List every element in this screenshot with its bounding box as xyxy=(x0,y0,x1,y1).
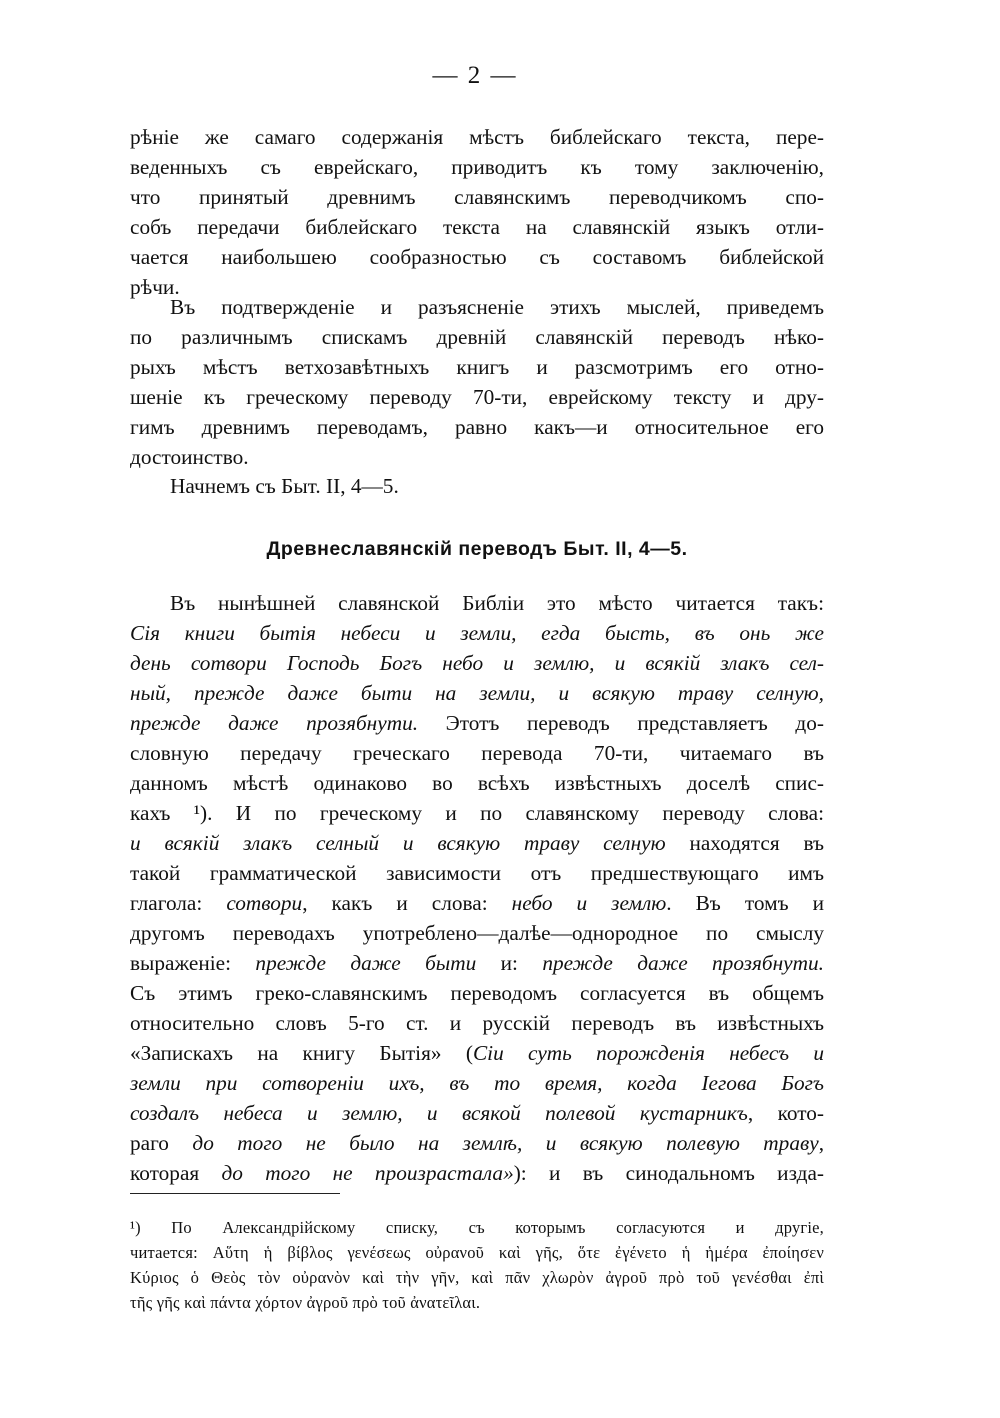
text-line: шеніе къ греческому переводу 70-ти, еврейскому тексту и дру- xyxy=(130,385,824,409)
text-span: «Запискахъ на книгу Бытія» ( xyxy=(130,1041,473,1065)
text-line: Съ этимъ греко-славянскимъ переводомъ согласуется въ общемъ xyxy=(130,981,824,1005)
italic-span: и всякій злакъ селный и всякую траву селную xyxy=(130,831,666,855)
text-span: . Въ томъ и xyxy=(666,891,824,915)
text-line: данномъ мѣстѣ одинаково во всѣхъ извѣстныхъ доселѣ спис- xyxy=(130,771,824,795)
text-span: , xyxy=(818,1131,825,1155)
page-number: — 2 — xyxy=(432,62,518,89)
text-span: раго xyxy=(130,1131,193,1155)
footnote xyxy=(130,1215,824,1315)
italic-span: Сіи суть порожденія небесъ и xyxy=(472,1041,824,1065)
text-line xyxy=(130,1098,824,1128)
text-line-italic: Сія книги бытія небеси и земли, егда бысть, въ онь же xyxy=(130,621,824,645)
text-line xyxy=(130,888,824,918)
text-line: веденныхъ съ еврейскаго, приводитъ къ тому заключенію, xyxy=(130,155,824,179)
text-line: чается наибольшею сообразностью съ составомъ библейской xyxy=(130,245,824,269)
text-line: достоинство. xyxy=(130,445,249,469)
text-line: Начнемъ съ Быт. II, 4—5. xyxy=(170,474,399,498)
text-span: которая xyxy=(130,1161,222,1185)
text-line: такой грамматической зависимости отъ предшествующаго имъ xyxy=(130,861,824,885)
footnote-line: Κύριος ὁ Θεὸς τὸν οὐρανὸν καὶ τὴν γῆν, καὶ πᾶν χλωρὸν ἀγροῦ πρὸ τοῦ γενέσθαι ἐπὶ xyxy=(130,1268,824,1287)
text-span: ): и въ синодальномъ изда- xyxy=(513,1161,824,1185)
footnote-line: τῆς γῆς καὶ πάντα χόρτον ἀγροῦ πρὸ τοῦ ἀνατεῖλαι. xyxy=(130,1293,481,1312)
text-span: Этотъ переводъ представляетъ до- xyxy=(418,711,824,735)
text-line: кахъ ¹). И по греческому и по славянскому переводу слова: xyxy=(130,801,824,825)
text-line xyxy=(130,1158,824,1188)
text-line: что принятый древнимъ славянскимъ переводчикомъ спо- xyxy=(130,185,824,209)
footnote-line: ¹) По Александрійскому списку, съ которымъ согласуются и другіе, xyxy=(130,1218,824,1237)
italic-span: прежде даже быти xyxy=(255,951,477,975)
text-line xyxy=(130,948,824,978)
text-line: рѣчи. xyxy=(130,275,180,299)
paragraph-thesis xyxy=(130,292,824,472)
italic-span: небо и землю xyxy=(511,891,667,915)
text-span: глагола: xyxy=(130,891,227,915)
footnote-line: читается: Αὕτη ἡ βίβλος γενέσεως οὐρανοῦ καὶ γῆς, ὅτε ἐγένετο ἡ ἡμέρα ἐποίησεν xyxy=(130,1243,824,1262)
text-line: гимъ древнимъ переводамъ, равно какъ—и относительное его xyxy=(130,415,824,439)
text-line xyxy=(130,1038,824,1068)
text-line xyxy=(130,1128,824,1158)
text-line: другомъ переводахъ употреблено—далѣе—однородное по смыслу xyxy=(130,921,824,945)
text-span: находятся въ xyxy=(665,831,825,855)
text-line: Въ нынѣшней славянской Библіи это мѣсто читается такъ: xyxy=(170,591,824,615)
italic-span: создалъ небеса и землю, и всякой полевой кустарникъ xyxy=(130,1101,748,1125)
paragraph-intro xyxy=(130,122,824,302)
text-line: словную передачу греческаго перевода 70-ти, читаемаго въ xyxy=(130,741,824,765)
text-line xyxy=(130,828,824,858)
text-line: Въ подтвержденіе и разъясненіе этихъ мыслей, приведемъ xyxy=(170,295,824,319)
text-span: , какъ и слова: xyxy=(302,891,512,915)
italic-span: прежде даже прозябнути. xyxy=(130,711,419,735)
italic-span: прежде даже прозябнути. xyxy=(542,951,824,975)
text-line: рыхъ мѣстъ ветхозавѣтныхъ книгъ и разсмотримъ его отно- xyxy=(130,355,824,379)
text-span: , кото- xyxy=(747,1101,824,1125)
text-line: рѣніе же самаго содержанія мѣстъ библейскаго текста, пере- xyxy=(130,125,824,149)
italic-span: до того не было на землѣ, и всякую полевую траву xyxy=(192,1131,819,1155)
text-line: собъ передачи библейскаго текста на славянскій языкъ отли- xyxy=(130,215,824,239)
text-line-italic: земли при сотвореніи ихъ, въ то время, когда Іегова Богъ xyxy=(130,1071,824,1095)
paragraph-body xyxy=(130,588,824,1188)
footnote-divider xyxy=(130,1193,340,1194)
italic-span: сотвори xyxy=(226,891,303,915)
section-heading: Древнеславянскій переводъ Быт. II, 4—5. xyxy=(266,538,688,560)
text-span: выраженіе: xyxy=(130,951,256,975)
text-line-italic: ный, прежде даже быти на земли, и всякую траву селную, xyxy=(130,681,824,705)
text-line: относительно словъ 5-го ст. и русскій переводъ въ извѣстныхъ xyxy=(130,1011,824,1035)
paragraph-start xyxy=(130,471,824,501)
text-span: и: xyxy=(476,951,543,975)
text-line xyxy=(130,708,824,738)
text-line: по различнымъ спискамъ древній славянскій переводъ нѣко- xyxy=(130,325,824,349)
text-line-italic: день сотвори Господь Богъ небо и землю, и всякій злакъ сел- xyxy=(130,651,824,675)
italic-span: до того не произрастала» xyxy=(221,1161,514,1185)
